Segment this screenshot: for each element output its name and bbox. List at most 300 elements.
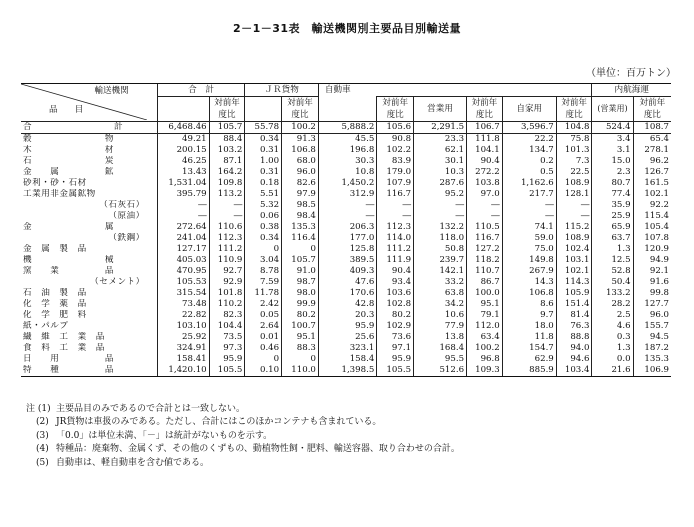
cell-jr-yoy: 80.2 [282, 310, 319, 321]
note-text: 「0.0」は単位未満、「－」は統計がないものを示す。 [56, 430, 273, 441]
cell-auto-yoy: 102.8 [377, 299, 414, 310]
cell-jr-yoy: 98.0 [282, 288, 319, 299]
cell-total: 127.17 [157, 244, 209, 255]
cell-total-yoy: 88.4 [209, 134, 245, 146]
cell-total: 25.92 [157, 332, 209, 343]
cell-coast-yoy: 155.7 [633, 321, 671, 332]
row-label: 石 油 製 品 [23, 288, 87, 298]
cell-total-yoy: 105.7 [209, 122, 245, 134]
cell-priv: 59.0 [502, 233, 556, 244]
cell-auto-yoy: 102.9 [377, 321, 414, 332]
row-label: 化 学 肥 料 [23, 310, 87, 320]
cell-coast-yoy: 96.0 [633, 310, 671, 321]
cell-coast-yoy: 106.9 [633, 365, 671, 377]
cell-auto-yoy: 90.8 [377, 134, 414, 146]
cell-priv: 62.9 [502, 354, 556, 365]
note-item [26, 457, 676, 470]
cell-total: 6,468.46 [157, 122, 209, 134]
col-jr-yoy-2: 度比 [282, 109, 319, 122]
col-coastal: 内航海運 [592, 84, 671, 97]
table-row [21, 233, 671, 244]
cell-auto-yoy: 107.9 [377, 178, 414, 189]
cell-auto-yoy: 112.3 [377, 222, 414, 233]
cell-coast-biz: 2.5 [592, 310, 633, 321]
cell-priv-yoy: 114.3 [556, 277, 592, 288]
col-auto-yoy-1: 対前年 [377, 97, 414, 110]
cell-jr: 1.00 [245, 156, 282, 167]
cell-jr-yoy: 96.0 [282, 167, 319, 178]
cell-coast-biz: 25.9 [592, 211, 633, 222]
cell-coast-biz: 35.9 [592, 200, 633, 211]
cell-biz-yoy: 95.1 [467, 299, 503, 310]
cell-jr-yoy: 100.7 [282, 321, 319, 332]
cell-biz-yoy: 112.0 [467, 321, 503, 332]
note-mark: 注 (1) [26, 404, 51, 414]
cell-coast-yoy: 107.8 [633, 233, 671, 244]
cell-coast-yoy: 135.3 [633, 354, 671, 365]
col-priv-yoy-1: 対前年 [556, 97, 592, 110]
cell-total-yoy: 73.5 [209, 332, 245, 343]
cell-jr: 2.64 [245, 321, 282, 332]
cell-priv: 154.7 [502, 343, 556, 354]
cell-auto-yoy: ― [377, 211, 414, 222]
cell-priv-yoy: 22.5 [556, 167, 592, 178]
cell-total-yoy: 82.3 [209, 310, 245, 321]
cell-total-yoy: 110.6 [209, 222, 245, 233]
cell-total-yoy: 113.2 [209, 189, 245, 200]
cell-biz: 30.1 [414, 156, 467, 167]
cell-coast-yoy: 99.8 [633, 288, 671, 299]
table-row [21, 145, 671, 156]
cell-total-yoy: 112.3 [209, 233, 245, 244]
cell-biz-yoy: 96.8 [467, 354, 503, 365]
cell-auto-yoy: 102.2 [377, 145, 414, 156]
cell-auto: 158.4 [318, 354, 376, 365]
note-text: 自動車は、軽自動車を含む値である。 [56, 457, 210, 468]
cell-biz-yoy: ― [467, 200, 503, 211]
cell-jr-yoy: 99.9 [282, 299, 319, 310]
cell-coast-yoy: 278.1 [633, 145, 671, 156]
cell-priv: 885.9 [502, 365, 556, 377]
cell-biz: 50.8 [414, 244, 467, 255]
cell-auto: 177.0 [318, 233, 376, 244]
cell-total-yoy: 95.9 [209, 354, 245, 365]
cell-coast-yoy: 92.2 [633, 200, 671, 211]
cell-auto: 312.9 [318, 189, 376, 200]
cell-auto: ― [318, 211, 376, 222]
cell-priv: 0.5 [502, 167, 556, 178]
cell-auto: 45.5 [318, 134, 376, 146]
note-item [26, 430, 676, 443]
cell-auto: ― [318, 200, 376, 211]
cell-auto: 206.3 [318, 222, 376, 233]
cell-jr-yoy: 105.7 [282, 255, 319, 266]
table-row [21, 354, 671, 365]
cell-biz: 239.7 [414, 255, 467, 266]
cell-coast-biz: 2.3 [592, 167, 633, 178]
cell-priv-yoy: 7.3 [556, 156, 592, 167]
cell-total: 1,531.04 [157, 178, 209, 189]
cell-auto-yoy: 111.9 [377, 255, 414, 266]
table-row [21, 255, 671, 266]
cell-biz: 62.1 [414, 145, 467, 156]
cell-auto: 47.6 [318, 277, 376, 288]
cell-jr-yoy: 88.3 [282, 343, 319, 354]
corner-bottom-label: 品 目 [49, 105, 84, 115]
col-biz-yoy-2: 度比 [467, 109, 503, 122]
cell-priv: 22.2 [502, 134, 556, 146]
cell-jr-yoy: 116.4 [282, 233, 319, 244]
cell-coast-yoy: 94.5 [633, 332, 671, 343]
cell-total: 405.03 [157, 255, 209, 266]
col-priv-yoy-2: 度比 [556, 109, 592, 122]
table-row [21, 200, 671, 211]
row-label: 特 種 品 [21, 365, 157, 377]
table-row [21, 299, 671, 310]
cell-priv-yoy: 101.3 [556, 145, 592, 156]
table-row [21, 310, 671, 321]
cell-total-yoy: ― [209, 200, 245, 211]
cell-auto: 10.8 [318, 167, 376, 178]
cell-biz: ― [414, 211, 467, 222]
cell-jr: 5.32 [245, 200, 282, 211]
cell-auto-yoy: 93.4 [377, 277, 414, 288]
cell-coast-biz: 77.4 [592, 189, 633, 200]
cell-priv: 11.8 [502, 332, 556, 343]
cell-biz-yoy: 100.0 [467, 288, 503, 299]
cell-total-yoy: 103.2 [209, 145, 245, 156]
cell-priv-yoy: 108.9 [556, 233, 592, 244]
cell-total-yoy: 110.2 [209, 299, 245, 310]
cell-total-yoy: 87.1 [209, 156, 245, 167]
cell-biz-yoy: 97.0 [467, 189, 503, 200]
cell-coast-biz: 0.0 [592, 354, 633, 365]
cell-biz: 95.5 [414, 354, 467, 365]
col-coast-yoy-1: 対前年 [633, 97, 671, 110]
row-label: 窯 業 品 [23, 266, 114, 276]
cell-coast-biz: 63.7 [592, 233, 633, 244]
cell-auto: 1,450.2 [318, 178, 376, 189]
note-mark: (2) [36, 417, 49, 428]
row-label: （セメント） [90, 277, 145, 287]
row-label: 機 械 [23, 255, 114, 265]
cell-auto-yoy: 105.6 [377, 122, 414, 134]
cell-jr: 0.06 [245, 211, 282, 222]
cell-coast-biz: 15.0 [592, 156, 633, 167]
cell-biz-yoy: 104.1 [467, 145, 503, 156]
note-item [26, 403, 676, 416]
cell-jr: 0.46 [245, 343, 282, 354]
cell-jr: 8.78 [245, 266, 282, 277]
cell-priv: 149.8 [502, 255, 556, 266]
row-label: 穀 物 [23, 134, 114, 144]
col-jr-yoy-1: 対前年 [282, 97, 319, 110]
cell-priv: 3,596.7 [502, 122, 556, 134]
cell-coast-yoy: 94.9 [633, 255, 671, 266]
cell-jr: 0.01 [245, 332, 282, 343]
table-row [21, 222, 671, 233]
note-mark: (3) [36, 430, 49, 441]
cell-jr: 0.31 [245, 167, 282, 178]
col-business: 営業用 [414, 97, 467, 122]
cell-jr: 0.05 [245, 310, 282, 321]
row-label: 日 用 品 [23, 354, 114, 364]
cell-coast-yoy: 96.2 [633, 156, 671, 167]
cell-jr-yoy: 100.2 [282, 122, 319, 134]
corner-header [21, 84, 157, 122]
row-label: （原油） [108, 211, 145, 221]
cell-coast-yoy: 102.1 [633, 189, 671, 200]
cell-auto-yoy: 103.6 [377, 288, 414, 299]
cell-coast-biz: 4.6 [592, 321, 633, 332]
cell-coast-yoy: 92.1 [633, 266, 671, 277]
cell-jr-yoy: 68.0 [282, 156, 319, 167]
cell-coast-biz: 28.2 [592, 299, 633, 310]
cell-total: 49.21 [157, 134, 209, 146]
cell-priv-yoy: 128.1 [556, 189, 592, 200]
cell-biz: 77.9 [414, 321, 467, 332]
col-total-yoy-2: 度比 [209, 109, 245, 122]
cell-biz-yoy: 90.4 [467, 156, 503, 167]
cell-biz: 33.2 [414, 277, 467, 288]
cell-priv-yoy: 108.9 [556, 178, 592, 189]
cell-priv: 0.2 [502, 156, 556, 167]
cell-coast-biz: 52.8 [592, 266, 633, 277]
cell-jr-yoy: 91.0 [282, 266, 319, 277]
row-label: 食 料 工 業 品 [23, 343, 105, 353]
cell-priv-yoy: 102.4 [556, 244, 592, 255]
cell-priv: 18.0 [502, 321, 556, 332]
cell-auto-yoy: ― [377, 200, 414, 211]
cell-total: 22.82 [157, 310, 209, 321]
cell-coast-biz: 80.7 [592, 178, 633, 189]
cell-biz: 287.6 [414, 178, 467, 189]
cell-auto-yoy: 116.7 [377, 189, 414, 200]
cell-total: 272.64 [157, 222, 209, 233]
page-title: 2－1－31表 輸送機関別主要品目別輸送量 [232, 22, 462, 35]
cell-jr-yoy: 98.7 [282, 277, 319, 288]
cell-total: ― [157, 211, 209, 222]
row-label: （石灰石） [99, 200, 145, 210]
cell-priv: 267.9 [502, 266, 556, 277]
cell-jr-yoy: 110.0 [282, 365, 319, 377]
cell-total-yoy: 105.5 [209, 365, 245, 377]
cell-jr: 0.38 [245, 222, 282, 233]
cell-auto-yoy: 179.0 [377, 167, 414, 178]
cell-total-yoy: 92.9 [209, 277, 245, 288]
cell-auto: 389.5 [318, 255, 376, 266]
cell-auto: 25.6 [318, 332, 376, 343]
cell-jr: 0.10 [245, 365, 282, 377]
cell-priv-yoy: 115.2 [556, 222, 592, 233]
table-row [21, 122, 671, 134]
cell-biz-yoy: 106.7 [467, 122, 503, 134]
cell-priv-yoy: 104.8 [556, 122, 592, 134]
cell-auto: 125.8 [318, 244, 376, 255]
table-row [21, 343, 671, 354]
cell-priv-yoy: 94.6 [556, 354, 592, 365]
cell-jr: 0.34 [245, 233, 282, 244]
cell-jr-yoy: 106.8 [282, 145, 319, 156]
cell-biz-yoy: 127.2 [467, 244, 503, 255]
cell-biz: 34.2 [414, 299, 467, 310]
cell-priv: 217.7 [502, 189, 556, 200]
cell-jr: 0 [245, 354, 282, 365]
cell-jr: 0.34 [245, 134, 282, 146]
cell-total: 105.53 [157, 277, 209, 288]
cell-total: 103.10 [157, 321, 209, 332]
cell-coast-yoy: 187.2 [633, 343, 671, 354]
cell-biz-yoy: 63.4 [467, 332, 503, 343]
cell-total: 470.95 [157, 266, 209, 277]
table-row [21, 189, 671, 200]
cell-coast-biz: 133.2 [592, 288, 633, 299]
cell-priv: 9.7 [502, 310, 556, 321]
cell-priv-yoy: 75.8 [556, 134, 592, 146]
note-mark: (4) [36, 444, 49, 455]
cell-coast-biz: 1.3 [592, 343, 633, 354]
cell-biz-yoy: 86.7 [467, 277, 503, 288]
cell-coast-biz: 21.6 [592, 365, 633, 377]
corner-top-label: 輸送機関 [94, 86, 129, 96]
cell-jr-yoy: 91.3 [282, 134, 319, 146]
cell-auto: 5,888.2 [318, 122, 376, 134]
table-row [21, 288, 671, 299]
row-label: 紙・パルプ [23, 321, 69, 331]
cell-total: ― [157, 200, 209, 211]
cell-jr-yoy: 0 [282, 244, 319, 255]
cell-biz: 63.8 [414, 288, 467, 299]
cell-priv: ― [502, 200, 556, 211]
cell-jr: 7.59 [245, 277, 282, 288]
table-row [21, 244, 671, 255]
cell-biz: 142.1 [414, 266, 467, 277]
table-row [21, 332, 671, 343]
table-row [21, 321, 671, 332]
table-row [21, 134, 671, 146]
cell-jr: 5.51 [245, 189, 282, 200]
cell-total-yoy: ― [209, 211, 245, 222]
cell-priv: 14.3 [502, 277, 556, 288]
cell-coast-biz: 3.1 [592, 145, 633, 156]
row-label: 金 属 製 品 [23, 244, 87, 254]
cell-auto-yoy: 80.2 [377, 310, 414, 321]
cell-jr: 0.31 [245, 145, 282, 156]
col-coast-yoy-2: 度比 [633, 109, 671, 122]
cell-coast-yoy: 91.6 [633, 277, 671, 288]
cell-total: 324.91 [157, 343, 209, 354]
cell-coast-biz: 65.9 [592, 222, 633, 233]
cell-biz-yoy: 272.2 [467, 167, 503, 178]
cell-priv-yoy: 105.9 [556, 288, 592, 299]
cell-total-yoy: 164.2 [209, 167, 245, 178]
cell-jr: 0 [245, 244, 282, 255]
cell-coast-yoy: 108.7 [633, 122, 671, 134]
cell-auto-yoy: 73.6 [377, 332, 414, 343]
cell-biz: 132.2 [414, 222, 467, 233]
col-coastal-business: (営業用) [592, 97, 633, 122]
table-row [21, 178, 671, 189]
cell-biz: 23.3 [414, 134, 467, 146]
cell-biz: 168.4 [414, 343, 467, 354]
cell-priv-yoy: 76.3 [556, 321, 592, 332]
freight-table [21, 83, 671, 377]
cell-coast-biz: 0.3 [592, 332, 633, 343]
cell-coast-biz: 12.5 [592, 255, 633, 266]
table-row [21, 277, 671, 288]
cell-biz-yoy: 116.7 [467, 233, 503, 244]
row-label: 金 属 鉱 [23, 167, 114, 177]
cell-jr-yoy: 135.3 [282, 222, 319, 233]
cell-total: 395.79 [157, 189, 209, 200]
cell-auto: 42.8 [318, 299, 376, 310]
cell-biz-yoy: 109.3 [467, 365, 503, 377]
table-row [21, 365, 671, 377]
table-row [21, 156, 671, 167]
note-item [26, 416, 676, 429]
cell-auto-yoy: 90.4 [377, 266, 414, 277]
cell-priv: 74.1 [502, 222, 556, 233]
cell-auto-yoy: 105.5 [377, 365, 414, 377]
cell-total-yoy: 101.8 [209, 288, 245, 299]
cell-jr: 2.42 [245, 299, 282, 310]
col-private: 自家用 [502, 97, 556, 122]
cell-jr-yoy: 95.1 [282, 332, 319, 343]
cell-coast-yoy: 127.7 [633, 299, 671, 310]
cell-total: 13.43 [157, 167, 209, 178]
cell-jr: 55.78 [245, 122, 282, 134]
cell-coast-biz: 3.4 [592, 134, 633, 146]
cell-auto: 95.9 [318, 321, 376, 332]
cell-jr: 3.04 [245, 255, 282, 266]
cell-auto: 196.8 [318, 145, 376, 156]
cell-biz-yoy: 100.2 [467, 343, 503, 354]
cell-priv-yoy: 81.4 [556, 310, 592, 321]
row-label: 砂利・砂・石材 [23, 178, 87, 188]
cell-auto-yoy: 95.9 [377, 354, 414, 365]
col-auto: 自動車 [318, 84, 592, 97]
row-label: 繊 維 工 業 品 [23, 332, 105, 342]
cell-priv-yoy: ― [556, 200, 592, 211]
cell-priv-yoy: 102.1 [556, 266, 592, 277]
cell-priv: 75.0 [502, 244, 556, 255]
col-jr: ＪＲ貨物 [245, 84, 319, 97]
cell-auto: 409.3 [318, 266, 376, 277]
cell-biz: 13.8 [414, 332, 467, 343]
cell-coast-biz: 50.4 [592, 277, 633, 288]
cell-total-yoy: 92.7 [209, 266, 245, 277]
cell-biz-yoy: 118.2 [467, 255, 503, 266]
cell-total: 158.41 [157, 354, 209, 365]
cell-priv: 8.6 [502, 299, 556, 310]
cell-auto: 170.6 [318, 288, 376, 299]
cell-total: 1,420.10 [157, 365, 209, 377]
cell-total-yoy: 110.9 [209, 255, 245, 266]
row-label: 金 属 [23, 222, 114, 232]
cell-auto-yoy: 97.1 [377, 343, 414, 354]
cell-priv-yoy: ― [556, 211, 592, 222]
table-body [21, 84, 671, 377]
cell-auto: 20.3 [318, 310, 376, 321]
cell-total: 241.04 [157, 233, 209, 244]
row-label: 合 計 [21, 122, 157, 134]
note-item [26, 443, 676, 456]
cell-auto-yoy: 111.2 [377, 244, 414, 255]
cell-biz-yoy: 103.8 [467, 178, 503, 189]
cell-biz: ― [414, 200, 467, 211]
cell-biz-yoy: ― [467, 211, 503, 222]
cell-biz: 95.2 [414, 189, 467, 200]
